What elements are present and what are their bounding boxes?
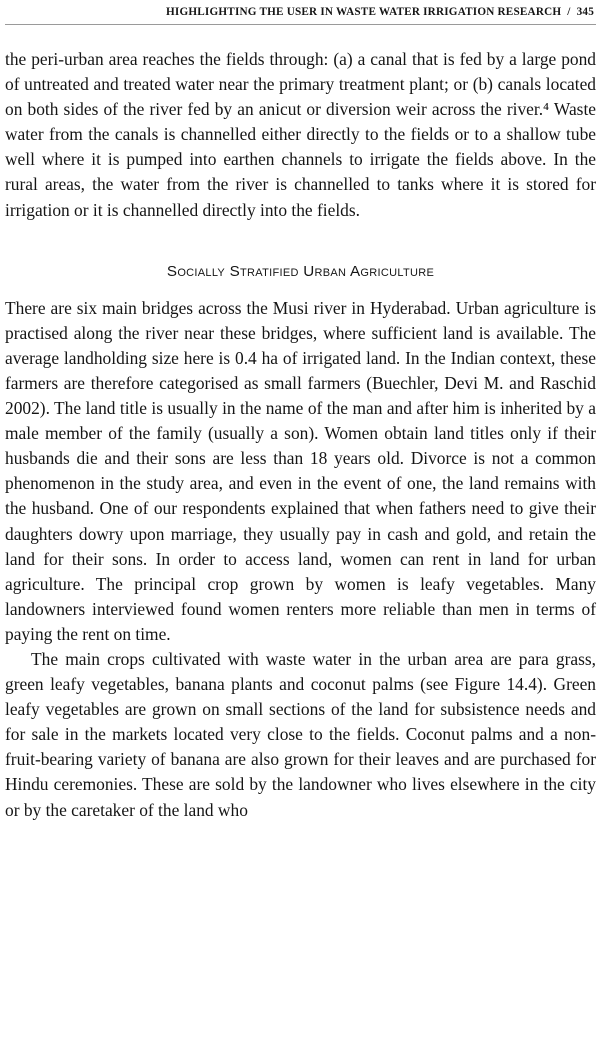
running-head-title: HIGHLIGHTING THE USER IN WASTE WATER IRRIGATION RESEARCH [166, 6, 562, 18]
running-head-separator: / [567, 6, 571, 18]
paragraph-bridges-landholding: There are six main bridges across the Musi river in Hyderabad. Urban agriculture is practised along the river near these bridges, where sufficient land is available. The average landholding size here is 0.4 ha of irrigated land. In the Indian context, these farmers are therefore categorised as small farmers (Buechler, Devi M. and Raschid 2002). The land title is usually in the name of the man and after him is inherited by a male member of the family (usually a son). Women obtain land titles only if their husbands die and their sons are less than 18 years old. Divorce is not a common phenomenon in the study area, and even in the event of one, the land remains with the husband. One of our respondents explained that when fathers need to give their daughters dowry upon marriage, they usually pay in cash and gold, and retain the land for their sons. In order to access land, women can rent in land for urban agriculture. The principal crop grown by women is leafy vegetables. Many landowners interviewed found women renters more reliable than men in terms of paying the rent on time. [5, 297, 596, 644]
running-head [5, 0, 596, 25]
book-page [5, 0, 596, 823]
section-heading: Socially Stratified Urban Agriculture [166, 262, 435, 280]
paragraph-main-crops: The main crops cultivated with waste water in the urban area are para grass, green leafy vegetables, banana plants and coconut palms (see Figure 14.4). Green leafy vegetables are grown on small sections of the land for subsistence needs and for sale in the markets located very close to the fields. Coconut palms and a non-fruit-bearing variety of banana are also grown for their leaves and are purchased for Hindu ceremonies. These are sold by the landowner who lives elsewhere in the city or by the caretaker of the land who [5, 648, 596, 820]
page-number: 345 [576, 6, 594, 18]
paragraph-canal-description: the peri-urban area reaches the fields through: (a) a canal that is fed by a large pond of untreated and treated water near the primary treatment plant; or (b) canals located on both sides of the river fed by an anicut or diversion weir across the river.⁴ Waste water from the canals is channelled either directly to the fields or to a shallow tube well where it is pumped into earthen channels to irrigate the fields above. In the rural areas, the water from the river is channelled to tanks where it is stored for irrigation or it is channelled directly into the fields. [5, 49, 596, 220]
